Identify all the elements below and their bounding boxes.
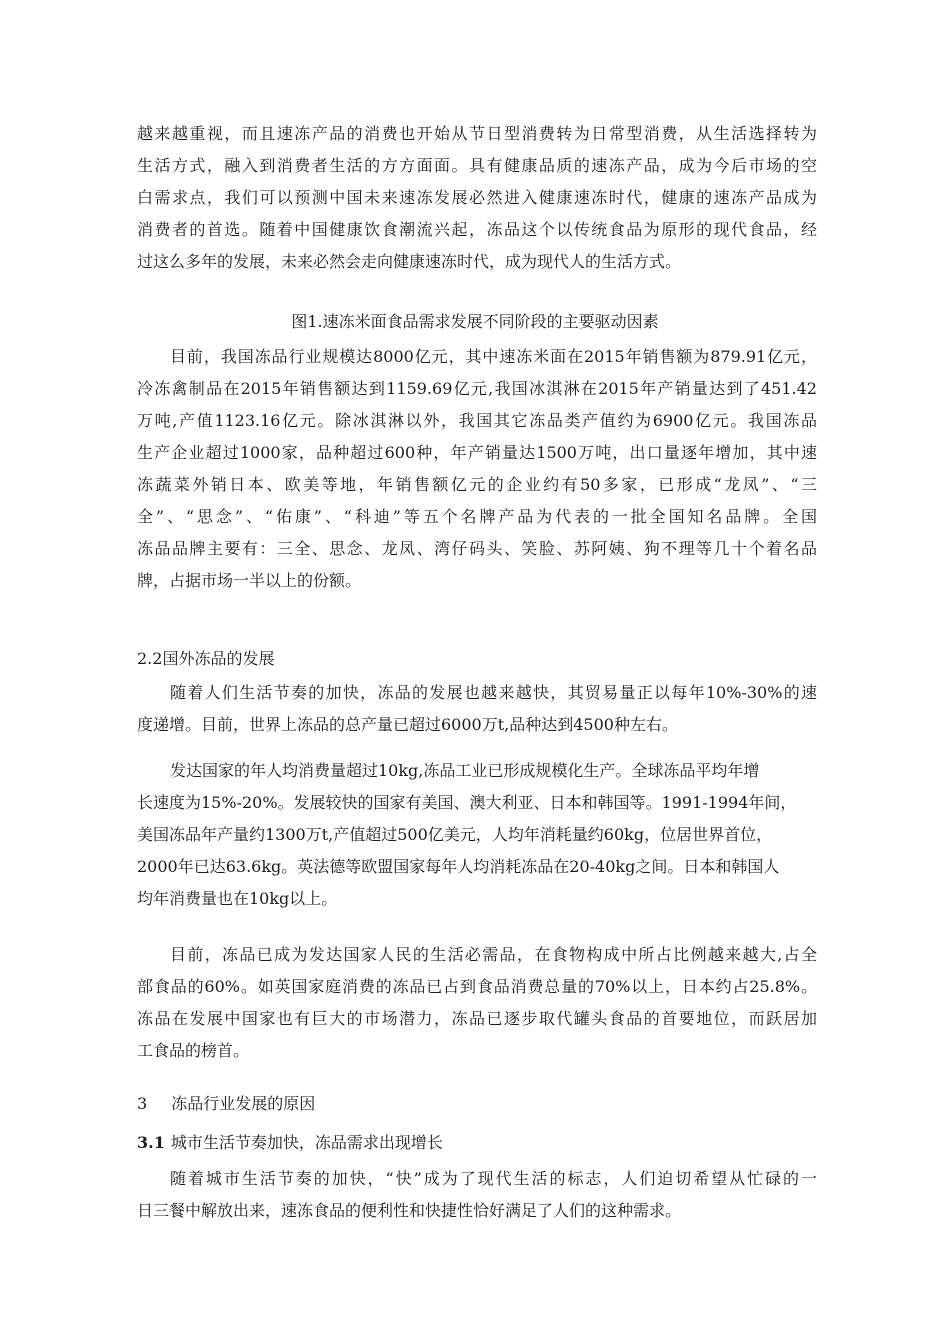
paragraph-foreign-1 bbox=[137, 677, 817, 741]
text-line: 消费者的首选。随着中国健康饮食潮流兴起，冻品这个以传统食品为原形的现代食品，经 bbox=[137, 220, 817, 239]
text-line: 工食品的榜首。 bbox=[137, 1041, 250, 1060]
section-heading-3-1 bbox=[137, 1127, 443, 1159]
text-line: 2000年已达63.6kg。英法德等欧盟国家每年人均消耗冻品在20-40kg之间。日本和韩国人 bbox=[137, 857, 780, 876]
text-line: 过这么多年的发展，未来必然会走向健康速冻时代，成为现代人的生活方式。 bbox=[137, 252, 682, 271]
section-title: 城市生活节奏加快，冻品需求出现增长 bbox=[170, 1133, 443, 1152]
text-line: 发达国家的年人均消费量超过10kg,冻品工业已形成规模化生产。全球冻品平均年增 bbox=[170, 761, 760, 780]
section-title: 冻品行业发展的原因 bbox=[171, 1094, 316, 1113]
text-line: 均年消费量也在10kg以上。 bbox=[137, 889, 338, 908]
section-number: 3 bbox=[137, 1094, 148, 1113]
paragraph-foreign-3 bbox=[137, 939, 817, 1067]
text-line: 长速度为15%-20%。发展较快的国家有美国、澳大利亚、日本和韩国等。1991-1994年间， bbox=[137, 793, 797, 812]
section-heading-2-2: 2.2国外冻品的发展 bbox=[137, 649, 275, 668]
text-line: 白需求点，我们可以预测中国未来速冻发展必然进入健康速冻时代，健康的速冻产品成为 bbox=[137, 188, 817, 207]
text-line: 随着人们生活节奏的加快，冻品的发展也越来越快，其贸易量正以每年10%-30%的速 bbox=[170, 683, 817, 702]
text-line: 日三餐中解放出来，速冻食品的便利性和快捷性恰好满足了人们的这种需求。 bbox=[137, 1201, 682, 1220]
text-line: 冷冻禽制品在2015年销售额达到1159.69亿元,我国冰淇淋在2015年产销量达到了451.42 bbox=[137, 379, 817, 398]
section-number: 3.1 bbox=[137, 1133, 165, 1152]
text-line: 万吨,产值1123.16亿元。除冰淇淋以外，我国其它冻品类产值约为6900亿元。我国冻品 bbox=[137, 411, 817, 430]
paragraph-foreign-2 bbox=[137, 755, 817, 915]
text-line: 目前，我国冻品行业规模达8000亿元，其中速冻米面在2015年销售额为879.91亿元， bbox=[170, 347, 817, 366]
paragraph-3-1 bbox=[137, 1163, 817, 1227]
text-line: 随着城市生活节奏的加快，“快”成为了现代生活的标志，人们迫切希望从忙碌的一 bbox=[170, 1169, 817, 1188]
text-line: 目前，冻品已成为发达国家人民的生活必需品，在食物构成中所占比例越来越大,占全 bbox=[170, 945, 817, 964]
text-line: 全”、“思念”、“佑康”、“科迪”等五个名牌产品为代表的一批全国知名品牌。全国 bbox=[137, 507, 817, 526]
text-line: 冻品在发展中国家也有巨大的市场潜力，冻品已逐步取代罐头食品的首要地位，而跃居加 bbox=[137, 1009, 817, 1028]
text-line: 生产企业超过1000家，品种超过600种，年产销量达1500万吨，出口量逐年增加，其中速 bbox=[137, 443, 817, 462]
text-line: 生活方式，融入到消费者生活的方方面面。具有健康品质的速冻产品，成为今后市场的空 bbox=[137, 156, 817, 175]
text-line: 牌，占据市场一半以上的份额。 bbox=[137, 571, 362, 590]
section-heading-3 bbox=[137, 1088, 315, 1120]
text-line: 度递增。目前，世界上冻品的总产量已超过6000万t,品种达到4500种左右。 bbox=[137, 715, 678, 734]
text-line: 冻蔬菜外销日本、欧美等地，年销售额亿元的企业约有50多家，已形成“龙凤”、“三 bbox=[137, 475, 817, 494]
text-line: 美国冻品年产量约1300万t,产值超过500亿美元，人均年消耗量约60kg，位居世界首位， bbox=[137, 825, 773, 844]
text-line: 部食品的60%。如英国家庭消费的冻品已占到食品消费总量的70%以上，日本约占25.8%。 bbox=[137, 977, 817, 996]
figure-caption: 图1.速冻米面食品需求发展不同阶段的主要驱动因素 bbox=[291, 312, 659, 331]
paragraph-intro bbox=[137, 118, 817, 278]
text-line: 越来越重视，而且速冻产品的消费也开始从节日型消费转为日常型消费，从生活选择转为 bbox=[137, 124, 817, 143]
text-line: 冻品品牌主要有：三全、思念、龙凤、湾仔码头、笑脸、苏阿姨、狗不理等几十个着名品 bbox=[137, 539, 817, 558]
paragraph-domestic bbox=[137, 341, 817, 597]
